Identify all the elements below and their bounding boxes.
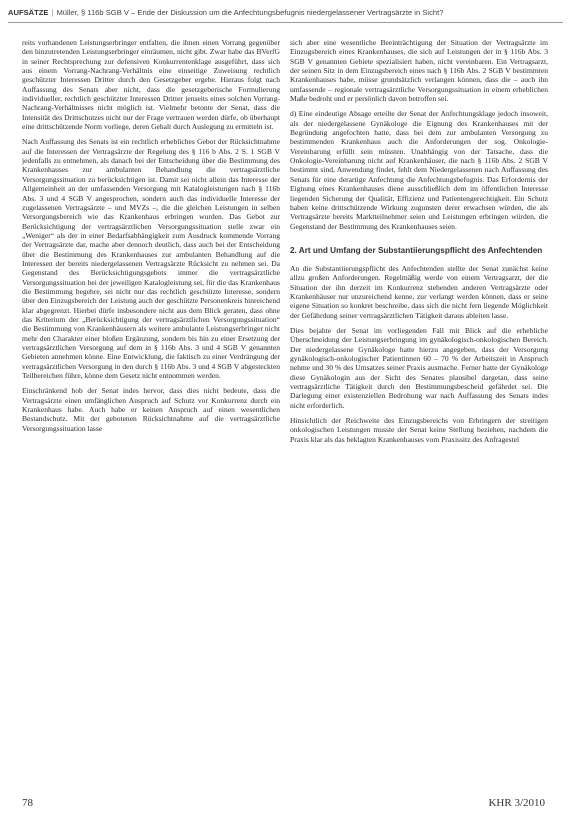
body-paragraph: sich aber eine wesentliche Beeinträchtigung der Situation der Vertragsärzte im Einzugsbereich eines Krankenhauses, die sich auf Leistungen der in § 116b Abs. 3 SGB V genannten Gebiete spezialisiert haben, nicht vereinbaren. Ein Vertragsarzt, der seinen Sitz in dem Einzugsbereich eines nach § 116b Abs. 2 SGB V bestimmten Krankenhauses habe, müsse grundsätzlich verlangen können, dass die – auch ihn umfassende – regionale vertragsärztliche Versorgungssituation in einem erheblichen Maße bedroht und er persönlich davon betroffen sei. — [290, 38, 548, 104]
body-paragraph: Nach Auffassung des Senats ist ein rechtlich erhebliches Gebot der Rücksichtnahme auf die Interessen der Vertragsärzte der Regelung des § 116 b Abs. 2 S. 1 SGB V jedenfalls zu entnehmen, als danach bei der Entscheidung über die Bestimmung des Krankenhauses zur ambulanten Behandlung die vertragsärztliche Versorgungssituation zu berücksichtigen ist. Damit sei nicht allein das Interesse der Allgemeinheit an der umfassenden Versorgung mit Katalogleistungen nach § 116b Abs. 3 und 4 SGB V angesprochen, sondern auch das individuelle Interesse der zugelassenen Vertragsärzte – und MVZs –, die die gleichen Leistungen in selben Versorgungsbereich wie das Krankenhaus erbringen wurden. Das Gebot zur Berücksichtigung der vertragsärztlichen Versorgungssituation stelle zwar ein „Weniger“ als der in einer Bedarfsabhängigkeit zum Ausdruck kommende Vorrang der Vertragsärzte dar, mache aber dennoch deutlich, dass auch bei der Entscheidung über die Bestimmung des Krankenhauses zur ambulanten Behandlung auf die Interessen der bereits niedergelassenen Vertragsärzte Rücksicht zu nehmen sei. Da Gegenstand des Berücksichtigungsgebots immer die vertragsärztliche Versorgungssituation bei der jeweiligen Katalogleistung sei, für die das Krankenhaus die Bestimmung begehre, sei nicht nur das rechtlich geschützte Interesse, sondern über den Einzugsbereich der Leistung auch der geschützte Personenkreis hinreichend klar abgegrenzt. Hierbei dürfe insbesondere nicht aus dem Blick geraten, dass ohne das Kriterium der „Berücksichtigung der vertragsärztlichen Versorgungssituation“ die Bestimmung von Krankenhäusern als weitere ambulante Leistungserbringer nicht mehr den Charakter einer bloßen Ergänzung, sondern bis hin zu einer Ersetzung der vertragsärztlichen Versorgung auf dem in § 116b Abs. 3 und 4 SGB V genannten Gebieten annehmen könne. Eine Entwicklung, die faktisch zu einer Verdrängung der vertragsärztlichen Versorgung in den durch § 116b Abs. 3 und 4 SGB V abgesteckten Teilbereichen führe, könne dem Gesetz nicht entnommen werden. — [22, 137, 280, 381]
header-separator: | — [51, 8, 54, 17]
body-paragraph: reits vorhandenen Leistungserbringer entfalten, die ihnen einen Vorrang gegenüber den hinzutretenden Leistungserbringer einräumen, nicht gibt. Zwar habe das BVerfG in seiner Rechtsprechung zur defensiven Konkurrentenklage ausgeführt, dass sich aus einem Vorrang-Nachrang-Verhältnis eine einseitige Zuweisung rechtlich geschützter Interessen Dritter durch den Gesetzgeber ergebe. Hieraus folgt nach Auffassung des Senats aber nicht, dass die gesetzgeberische Formulierung individueller, rechtlich geschützter Interessen Dritter jenseits eines solchen Vorrang-Nachrang-Verhältnisses nicht möglich ist. Vielmehr betonte der Senat, dass die Intensität des Drittschutzes nicht nur der Frage vertrauen werden dürfe, ob überhaupt eine drittschützende Norm vorliege, deren Gehalt durch Auslegung zu ermitteln ist. — [22, 38, 280, 132]
body-paragraph: Hinsichtlich der Reichweite des Einzugsbereichs von Erbringern der streitigen onkologischen Leistungen musste der Senat keine Stellung beziehen, nachdem die Praxis klar als das beklagten Krankenhauses vom Praxissitz des Anfragestel — [290, 416, 548, 444]
running-header — [8, 8, 568, 22]
body-paragraph: An die Substantiierungspflicht des Anfechtenden stellte der Senat zunächst keine allzu großen Anforderungen. Regelmäßig werde von einem Vertragsarzt, der die Situation der ihn derzeit im Konkurrenz stehenden anderen Vertragsärzte oder Krankenhäuser nur unzureichend kenne, zur verlangt werden können, dass er seine eigene Situation so konkret beschreibe, dass sich die nicht fern liegende Möglichkeit der Gefährdung seiner vertragsärztlichen Tätigkeit daraus ableiten lasse. — [290, 263, 548, 320]
journal-issue: KHR 3/2010 — [488, 797, 545, 809]
header-article-title: Müller, § 116b SGB V – Ende der Diskussion um die Anfechtungsbefugnis niedergelassener Vertragsärzte in Sicht? — [56, 8, 444, 17]
right-column — [290, 38, 548, 790]
section-heading: 2. Art und Umfang der Substantiierungspflicht des Anfechtenden — [290, 245, 543, 255]
left-column — [22, 38, 280, 790]
header-rule — [8, 22, 563, 23]
header-section-label: AUFSÄTZE — [8, 8, 49, 17]
body-paragraph: Einschränkend hob der Senat indes hervor, dass dies nicht bedeute, dass die Vertragsärzte einen umfänglichen Anspruch auf Schutz vor Konkurrenz durch ein Krankenhaus habe. Auch habe er keinen Anspruch auf einen wesentlichen Bestandschutz. Mit der gebotenen Rücksichtnahme auf die vertragsärztliche Versorgungssituation lasse — [22, 386, 280, 433]
body-paragraph: Dies bejahte der Senat im vorliegenden Fall mit Blick auf die erhebliche Überschneidung der Leistungserbringung im gynäkologisch-onkologischen Bereich. Der niedergelassene Gynäkologe hatte hierzu angegeben, dass der Versorgung gynäkologisch-onkologischer Patientinnen 60 – 70 % der Arbeitszeit in Anspruch nehme und 30 % des Umsatzes seiner Praxis ausmache. Ferner hatte der Gynäkologe diese Gynäkologin aus der Sicht des Senates plausibel dargetan, dass seine vertragsärztliche Tätigkeit durch den Bestimmungsbescheid gefährdet sei. Die Darlegung einer existenziellen Bedrohung war nach Auffassung des Senats indes nicht erforderlich. — [290, 325, 548, 410]
page-number: 78 — [22, 797, 33, 809]
body-paragraph: d) Eine eindeutige Absage erteilte der Senat der Anfechtungsklage jedoch insoweit, als der niedergelassene Gynäkologe die Eignung des Krankenhauses mit der Begründung angefochten hatte, dass bei dem zur ambulanten Versorgung zu bestimmenden Krankenhaus auch die Anforderungen der sog. Onkologie-Vereinbarung erfüllt sein müssten. Unabhängig von der Tatsache, dass die Onkologie-Vereinbarung nicht auf Krankenhäuser, die nach § 116b Abs. 2 SGB V bestimmt sind, Anwendung findet, fehlt dem Niedergelassenen nach Auffassung des Senats für eine derartige Anfechtung die Anfechtungsbefugnis. Das Erfordernis der Eignung eines Krankenhauses diene ausschließlich dem im öffentlichen Interesse liegenden Sicherung der Qualität, Effizienz und Patientengerechtigkeit. Ein Schutz haben keine drittschützende Wirkung zugunsten derer erwachsen würden, die als Vertragsärzte bereits Marktteilnehmer seien und Leistungen erbringen würden, die Gegenstand der Bestimmung des Krankenhauses seien. — [290, 109, 548, 231]
